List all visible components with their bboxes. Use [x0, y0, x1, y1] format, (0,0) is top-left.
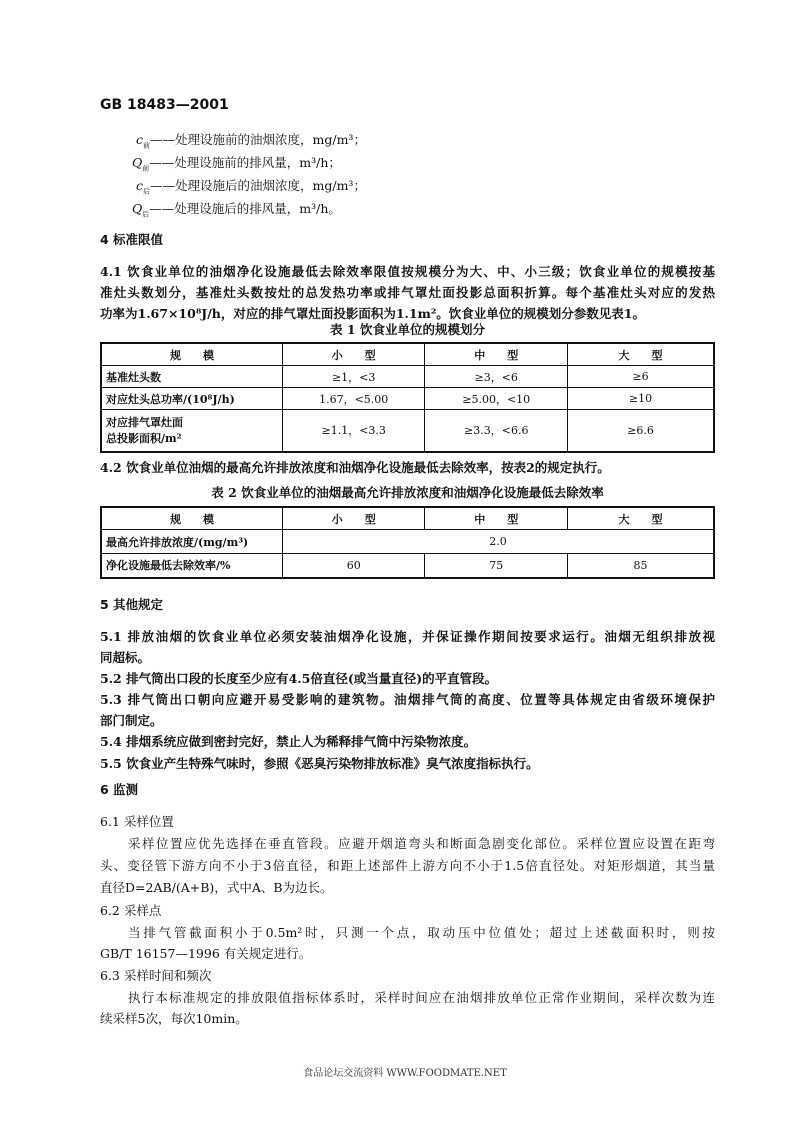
para-6-2: 当排气管截面积小于0.5m²时，只测一个点，取动压中位值处；超过上述截面积时，则按 [128, 925, 715, 940]
table-row [101, 388, 714, 410]
table-cell: ≥3，<6 [425, 366, 568, 388]
para-4-1: 准灶头数划分，基准灶头数按灶的总发热功率或排气罩灶面投影总面积折算。每个基准灶头对应的发热 [100, 285, 715, 300]
table-cell: ≥3.3，<6.6 [425, 410, 568, 452]
symbol-def: $Q_前——$处理设施前的排风量，m³/h； [132, 155, 341, 173]
table-row [101, 366, 714, 388]
table-cell [101, 410, 282, 452]
table-cell: 净化设施最低去除效率/% [101, 554, 282, 578]
table-header: 规 模 [101, 343, 282, 366]
para-6-1: 直径D=2AB/(A+B)，式中A、B为边长。 [100, 880, 333, 895]
table-cell: ≥6.6 [568, 410, 715, 452]
table-cell: 基准灶头数 [101, 366, 282, 388]
symbol-def: $c_后——$处理设施后的油烟浓度，mg/m³； [136, 178, 366, 196]
para-5-1: 5.1 排放油烟的饮食业单位必须安装油烟净化设施，并保证操作期间按要求运行。油烟无组织排放视 [100, 629, 715, 644]
section-4-title: 4 标准限值 [100, 232, 164, 247]
para-5-2: 5.2 排气筒出口段的长度至少应有4.5倍直径(或当量直径)的平直管段。 [100, 671, 498, 686]
section-5-title: 5 其他规定 [100, 597, 164, 612]
table-cell: ≥1.1，<3.3 [282, 410, 425, 452]
table-header: 小 型 [282, 343, 425, 366]
table-cell: 最高允许排放浓度/(mg/m³) [101, 530, 282, 554]
cell-line: 对应排气罩灶面 [106, 416, 183, 430]
table-cell: 60 [282, 554, 425, 578]
table-header: 中 型 [425, 343, 568, 366]
para-4-2: 4.2 饮食业单位油烟的最高允许排放浓度和油烟净化设施最低去除效率，按表2的规定执行。 [100, 460, 610, 475]
table-cell: ≥6 [568, 366, 715, 388]
standard-number: GB 18483—2001 [100, 97, 229, 113]
table-1-caption: 表 1 饮食业单位的规模划分 [330, 322, 485, 337]
para-6-1: 头、变径管下游方向不小于3倍直径，和距上述部件上游方向不小于1.5倍直径处。对矩形烟道，其当量 [100, 858, 715, 873]
table-2 [100, 506, 715, 579]
para-5-1: 同超标。 [100, 650, 151, 665]
table-cell: ≥10 [568, 388, 715, 410]
para-5-5: 5.5 饮食业产生特殊气味时，参照《恶臭污染物排放标准》臭气浓度指标执行。 [100, 756, 539, 771]
table-2-caption: 表 2 饮食业单位的油烟最高允许排放浓度和油烟净化设施最低去除效率 [211, 485, 604, 500]
para-4-1: 功率为1.67×10⁸J/h，对应的排气罩灶面投影面积为1.1m²。饮食业单位的规模划分参数见表1。 [100, 306, 646, 321]
table-cell: ≥1，<3 [282, 366, 425, 388]
para-5-3: 部门制定。 [100, 713, 163, 728]
table-row [101, 530, 714, 554]
cell-line: 总投影面积/m² [106, 432, 182, 446]
para-5-4: 5.4 排烟系统应做到密封完好，禁止人为稀释排气筒中污染物浓度。 [100, 734, 477, 749]
para-6-1: 采样位置应优先选择在垂直管段。应避开烟道弯头和断面急剧变化部位。采样位置应设置在距弯 [128, 836, 715, 851]
table-row [101, 554, 714, 578]
para-4-1: 4.1 饮食业单位的油烟净化设施最低去除效率限值按规模分为大、中、小三级；饮食业单位的规模按基 [100, 264, 715, 279]
table-1 [100, 342, 715, 453]
table-header: 小 型 [282, 507, 425, 530]
para-5-3: 5.3 排气筒出口朝向应避开易受影响的建筑物。油烟排气筒的高度、位置等具体规定由省级环境保护 [100, 692, 715, 707]
table-cell: 2.0 [282, 530, 714, 554]
table-header-row [101, 507, 714, 530]
table-header-row [101, 343, 714, 366]
table-row [101, 410, 714, 452]
table-header: 规 模 [101, 507, 282, 530]
table-cell: 75 [425, 554, 568, 578]
heading-6-3: 6.3 采样时间和频次 [100, 968, 212, 983]
symbol-def: $Q_后——$处理设施后的排风量，m³/h。 [132, 201, 341, 219]
para-6-3: 续采样5次，每次10min。 [100, 1011, 248, 1026]
heading-6-2: 6.2 采样点 [100, 903, 162, 918]
footer-watermark: 食品论坛交流资料 WWW.FOODMATE.NET [303, 1068, 507, 1079]
table-header: 中 型 [425, 507, 568, 530]
table-cell: 1.67，<5.00 [282, 388, 425, 410]
section-6-title: 6 监测 [100, 782, 139, 797]
para-6-2: GB/T 16157—1996 有关规定进行。 [100, 946, 312, 961]
symbol-def: $c_前——$处理设施前的油烟浓度，mg/m³； [136, 132, 366, 150]
table-cell: 85 [567, 554, 714, 578]
table-header: 大 型 [568, 343, 715, 366]
heading-6-1: 6.1 采样位置 [100, 814, 174, 829]
table-header: 大 型 [567, 507, 714, 530]
table-cell: ≥5.00，<10 [425, 388, 568, 410]
table-cell: 对应灶头总功率/(10⁸J/h) [101, 388, 282, 410]
para-6-3: 执行本标准规定的排放限值指标体系时，采样时间应在油烟排放单位正常作业期间，采样次数为连 [128, 990, 715, 1005]
